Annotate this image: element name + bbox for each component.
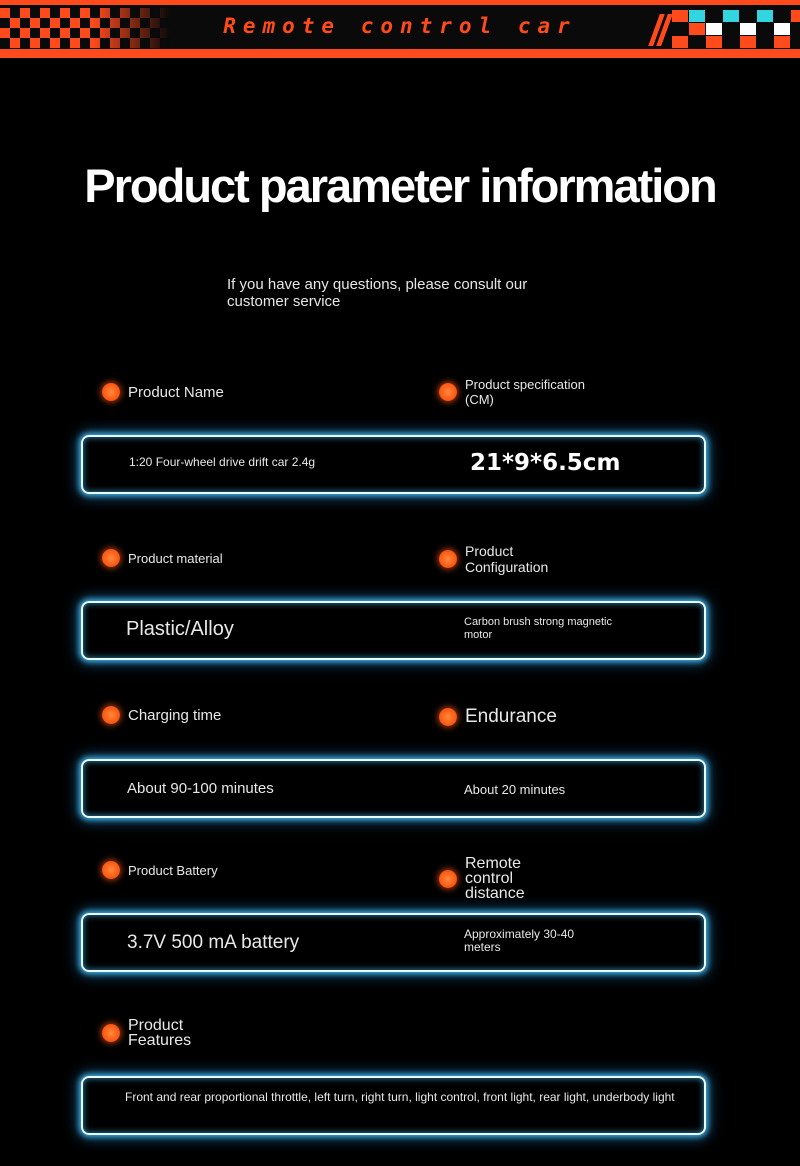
orange-dot-icon [102, 706, 120, 724]
label-remote-distance: Remote control distance [439, 856, 563, 901]
label-product-spec: Product specification (CM) [439, 377, 605, 407]
value-product-name: 1:20 Four-wheel drive drift car 2.4g [129, 455, 316, 469]
label-product-material: Product material [102, 549, 223, 567]
param-box-material-config [81, 601, 706, 660]
param-box-name-spec [81, 435, 706, 494]
orange-dot-icon [102, 1024, 120, 1042]
label-product-config: Product Configuration [439, 543, 570, 575]
param-box-features [81, 1076, 706, 1135]
orange-dot-icon [439, 550, 457, 568]
value-remote-distance: Approximately 30-40 meters [464, 927, 575, 954]
value-product-config: Carbon brush strong magnetic motor [464, 616, 612, 641]
label-product-features: Product Features [102, 1018, 200, 1048]
value-endurance: About 20 minutes [464, 782, 566, 797]
label-product-name: Product Name [102, 383, 224, 401]
value-product-material: Plastic/Alloy [126, 618, 234, 640]
orange-dot-icon [102, 383, 120, 401]
orange-dot-icon [439, 708, 457, 726]
orange-dot-icon [439, 870, 457, 888]
orange-dot-icon [102, 549, 120, 567]
header-banner [0, 0, 800, 58]
page-title: Product parameter information [84, 159, 716, 212]
label-endurance: Endurance [439, 706, 557, 728]
orange-dot-icon [439, 383, 457, 401]
value-product-battery: 3.7V 500 mA battery [127, 932, 300, 953]
banner-title: Remote control car [223, 14, 577, 38]
subtitle: If you have any questions, please consult our customer service [227, 276, 528, 310]
param-box-battery-distance [81, 913, 706, 972]
value-charging-time: About 90-100 minutes [127, 780, 274, 797]
value-product-features: Front and rear proportional throttle, left turn, right turn, light control, front light, rear light, underbody light [125, 1090, 675, 1104]
checkered-flag-right [672, 10, 800, 48]
label-charging-time: Charging time [102, 706, 221, 724]
value-product-spec: 21*9*6.5cm [470, 450, 621, 476]
label-product-battery: Product Battery [102, 861, 218, 879]
param-box-charging-endurance [81, 759, 706, 818]
orange-dot-icon [102, 861, 120, 879]
